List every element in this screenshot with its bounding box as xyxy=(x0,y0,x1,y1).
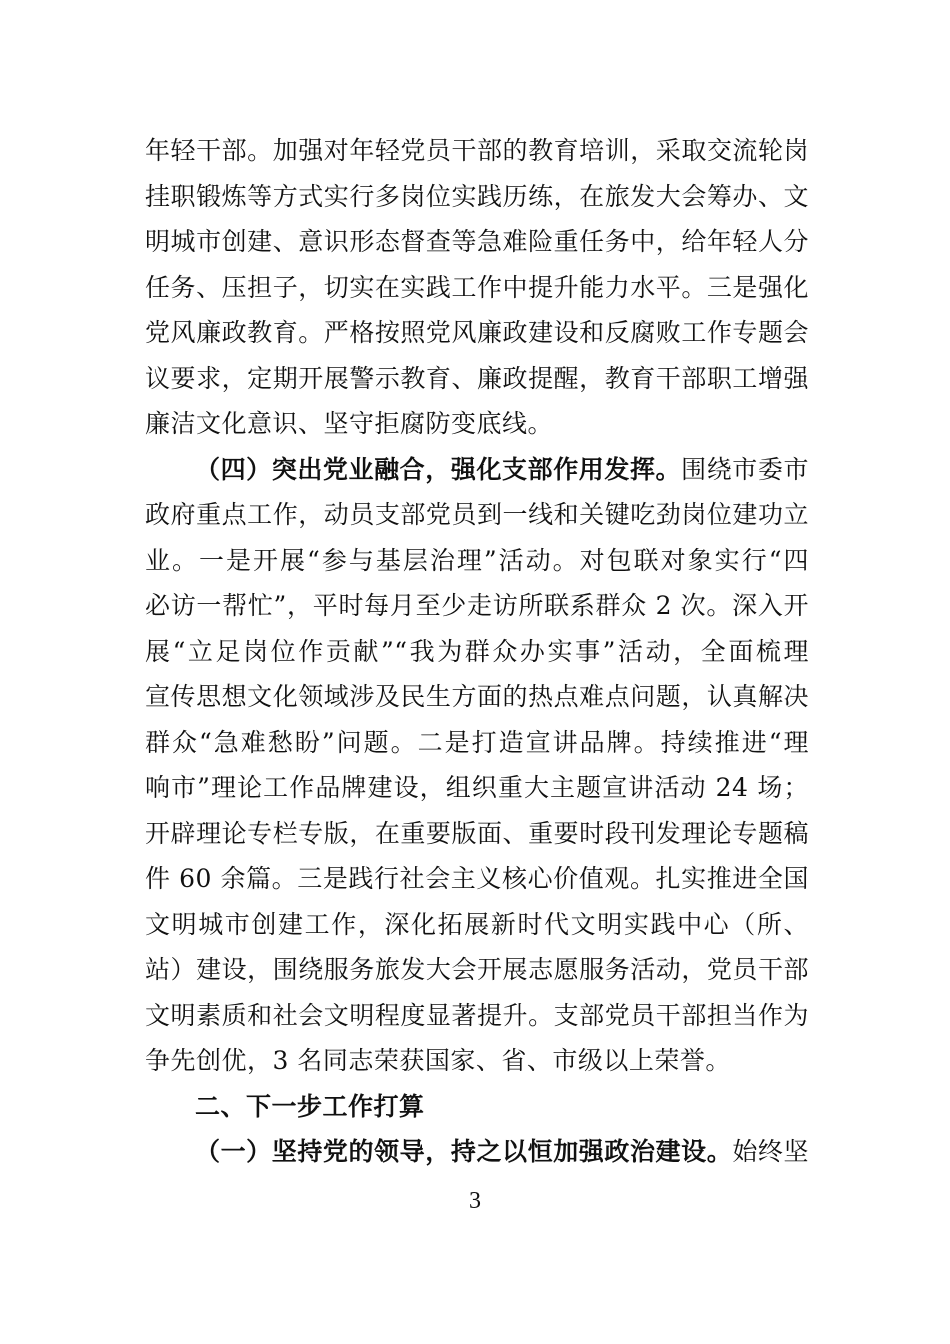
section-heading: 二、下一步工作打算 xyxy=(195,1091,425,1121)
paragraph-line: 站）建设，围绕服务旅发大会开展志愿服务活动，党员干部 xyxy=(145,955,809,984)
paragraph-line: 廉洁文化意识、坚守拒腐防变底线。 xyxy=(145,409,554,438)
paragraph-line: 件 60 余篇。三是践行社会主义核心价值观。扎实推进全国 xyxy=(145,864,809,893)
page-number: 3 xyxy=(469,1188,481,1214)
next-item-line xyxy=(145,1129,809,1175)
next-item-lead: （一）坚持党的领导，持之以恒加强政治建设。 xyxy=(195,1137,733,1166)
paragraph-line: 业。一是开展“参与基层治理”活动。对包联对象实行“四 xyxy=(145,545,809,575)
paragraph-line: 展“立足岗位作贡献”“我为群众办实事”活动，全面梳理 xyxy=(145,636,809,666)
paragraph-line: 议要求，定期开展警示教育、廉政提醒，教育干部职工增强 xyxy=(145,363,809,393)
body-text xyxy=(145,128,809,1175)
paragraph-line: 任务、压担子，切实在实践工作中提升能力水平。三是强化 xyxy=(145,272,809,302)
paragraph-line: 开辟理论专栏专版，在重要版面、重要时段刊发理论专题稿 xyxy=(145,818,809,848)
paragraph-line: 响市”理论工作品牌建设，组织重大主题宣讲活动 24 场； xyxy=(145,773,809,802)
paragraph-line: 文明城市创建工作，深化拓展新时代文明实践中心（所、 xyxy=(145,909,809,939)
section-four-rest: 围绕市委市 xyxy=(681,454,809,484)
section-four-first-line xyxy=(145,447,809,493)
paragraph-line: 争先创优，3 名同志荣获国家、省、市级以上荣誉。 xyxy=(145,1046,731,1075)
paragraph-line: 年轻干部。加强对年轻党员干部的教育培训，采取交流轮岗 xyxy=(145,136,809,165)
paragraph-line: 宣传思想文化领域涉及民生方面的热点难点问题，认真解决 xyxy=(145,682,809,711)
paragraph-line: 明城市创建、意识形态督查等急难险重任务中，给年轻人分 xyxy=(145,227,809,256)
paragraph-line: 必访一帮忙”，平时每月至少走访所联系群众 2 次。深入开 xyxy=(145,591,809,620)
paragraph-line: 挂职锻炼等方式实行多岗位实践历练，在旅发大会筹办、文 xyxy=(145,181,809,211)
paragraph-line: 文明素质和社会文明程度显著提升。支部党员干部担当作为 xyxy=(145,1000,809,1030)
paragraph-line: 政府重点工作，动员支部党员到一线和关键吃劲岗位建功立 xyxy=(145,500,809,529)
paragraph-line: 群众“急难愁盼”问题。二是打造宣讲品牌。持续推进“理 xyxy=(145,727,809,757)
next-item-rest: 始终坚 xyxy=(732,1137,809,1166)
paragraph-line: 党风廉政教育。严格按照党风廉政建设和反腐败工作专题会 xyxy=(145,318,809,347)
section-four-lead: （四）突出党业融合，强化支部作用发挥。 xyxy=(195,454,682,484)
